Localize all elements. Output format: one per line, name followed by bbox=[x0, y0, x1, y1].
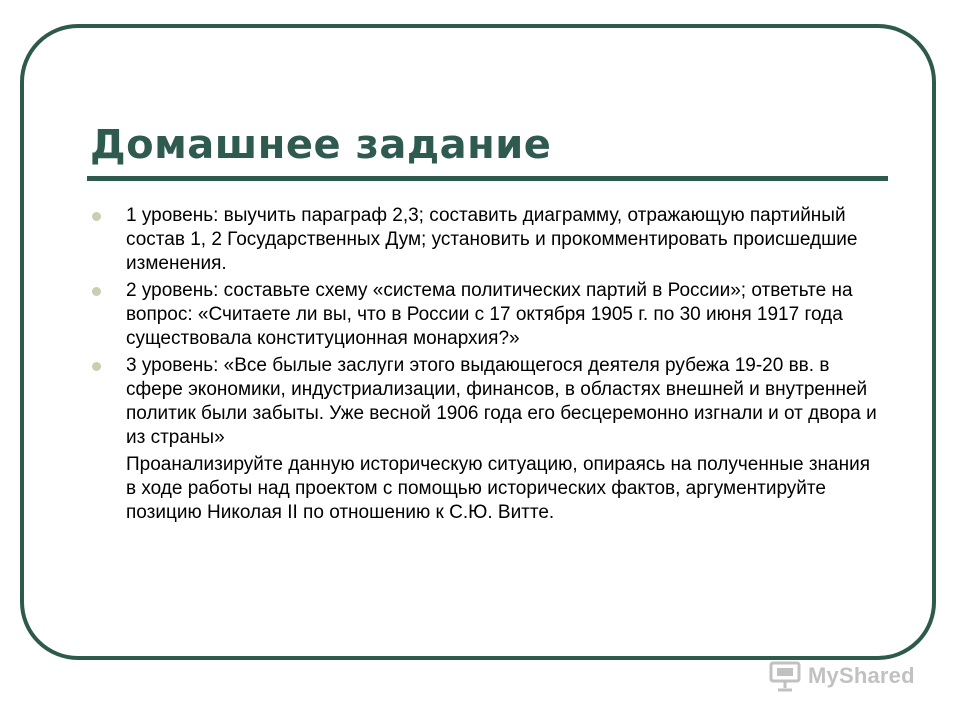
watermark bbox=[768, 656, 928, 696]
slide-content bbox=[90, 204, 880, 525]
presentation-board-icon bbox=[768, 660, 802, 692]
bullet-dot-icon bbox=[92, 287, 101, 296]
slide-title: Домашнее задание bbox=[90, 122, 552, 168]
closing-paragraph: Проанализируйте данную историческую ситуацию, опираясь на полученные знания в ходе работы над проектом с помощью исторических фактов, аргументируйте позицию Николая II по отношению к С.Ю. Витте. bbox=[126, 454, 871, 523]
bullet-dot-icon bbox=[92, 212, 101, 221]
title-divider bbox=[87, 176, 888, 181]
watermark-text: MyShared bbox=[808, 663, 915, 688]
bullet-text: 3 уровень: «Все былые заслуги этого выдающегося деятеля рубежа 19-20 вв. в сфере экономики, индустриализации, финансов, в областях внешней и внутренней политик были забыты. Уже весной 1906 года его бесцеремонно изгнали и от двора и из страны» bbox=[126, 355, 877, 448]
bullet-list bbox=[90, 204, 880, 450]
bullet-dot-icon bbox=[92, 362, 101, 371]
bullet-item-level-1 bbox=[90, 204, 880, 276]
bullet-text: 2 уровень: составьте схему «система политических партий в России»; ответьте на вопрос: «Считаете ли вы, что в России с 17 октября 1905 г. по 30 июня 1917 года существовала конституционная монархия?» bbox=[126, 280, 853, 349]
bullet-item-level-2 bbox=[90, 279, 880, 351]
bullet-item-level-3 bbox=[90, 354, 880, 450]
bullet-text: 1 уровень: выучить параграф 2,3; составить диаграмму, отражающую партийный состав 1, 2 Государственных Дум; установить и прокомментировать происшедшие изменения. bbox=[126, 205, 858, 274]
